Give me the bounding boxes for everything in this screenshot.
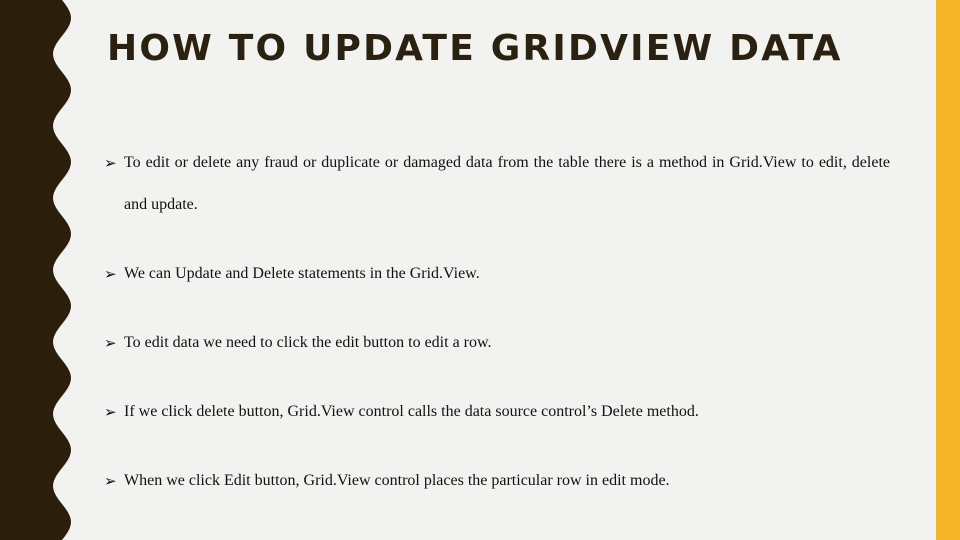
bullet-item bbox=[104, 322, 890, 364]
bullet-list bbox=[104, 156, 890, 529]
right-accent-band bbox=[936, 0, 960, 540]
bullet-item bbox=[104, 391, 890, 433]
left-wavy-band bbox=[0, 0, 80, 540]
bullet-text: To edit or delete any fraud or duplicate or damaged data from the table there is a method in Grid.View to edit, delete and update. bbox=[124, 154, 890, 213]
slide-title: HOW TO UPDATE GRIDVIEW DATA bbox=[107, 28, 843, 69]
arrow-bullet-icon: ➢ bbox=[104, 334, 117, 352]
arrow-bullet-icon: ➢ bbox=[104, 154, 117, 172]
bullet-text: To edit data we need to click the edit button to edit a row. bbox=[124, 334, 492, 351]
arrow-bullet-icon: ➢ bbox=[104, 265, 117, 283]
bullet-item bbox=[104, 142, 890, 226]
arrow-bullet-icon: ➢ bbox=[104, 472, 117, 490]
arrow-bullet-icon: ➢ bbox=[104, 403, 117, 421]
bullet-item bbox=[104, 253, 890, 295]
bullet-text: We can Update and Delete statements in the Grid.View. bbox=[124, 265, 480, 282]
bullet-item bbox=[104, 460, 890, 502]
bullet-text: When we click Edit button, Grid.View control places the particular row in edit mode. bbox=[124, 472, 670, 489]
bullet-text: If we click delete button, Grid.View control calls the data source control’s Delete method. bbox=[124, 403, 699, 420]
